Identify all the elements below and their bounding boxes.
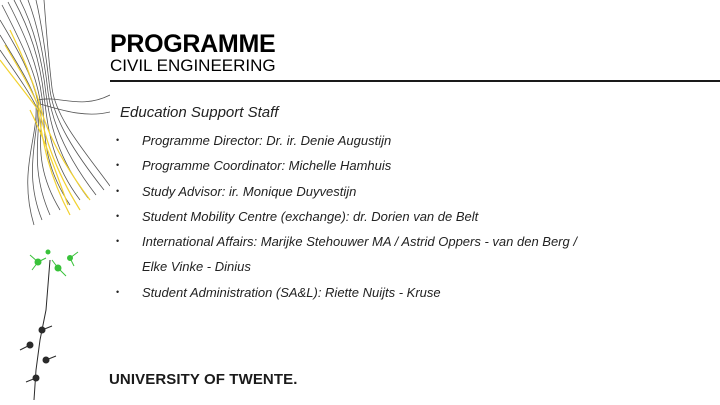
bullet: • — [116, 210, 120, 221]
bullet: • — [116, 160, 120, 171]
list-item — [116, 229, 706, 254]
bullet: • — [116, 286, 120, 297]
list-item-text: Student Administration (SA&L): Riette Nuijts - Kruse — [142, 284, 441, 300]
list-item-text: Elke Vinke - Dinius — [142, 259, 251, 275]
decorative-neuron-illustration — [0, 0, 110, 405]
header-divider — [110, 80, 720, 82]
page-title: PROGRAMME — [110, 30, 276, 58]
bullet: • — [116, 236, 120, 247]
list-item-text: Student Mobility Centre (exchange): dr. Dorien van de Belt — [142, 208, 479, 224]
list-item — [116, 204, 706, 229]
staff-list — [116, 128, 706, 305]
list-item — [116, 153, 706, 178]
list-item-text: International Affairs: Marijke Stehouwer MA / Astrid Oppers - van den Berg / — [142, 234, 577, 250]
list-item-continuation — [116, 254, 706, 279]
section-heading: Education Support Staff — [120, 104, 279, 121]
list-item — [116, 128, 706, 153]
bullet: • — [116, 135, 120, 145]
list-item-text: Study Advisor: ir. Monique Duyvestijn — [142, 183, 357, 199]
list-item — [116, 280, 706, 305]
list-item — [116, 179, 706, 204]
list-item-text: Programme Coordinator: Michelle Hamhuis — [142, 158, 392, 174]
list-item-text: Programme Director: Dr. ir. Denie Augustijn — [142, 133, 392, 148]
university-logo: UNIVERSITY OF TWENTE. — [109, 371, 298, 388]
bullet: • — [116, 185, 120, 196]
page-subtitle: CIVIL ENGINEERING — [110, 56, 276, 75]
